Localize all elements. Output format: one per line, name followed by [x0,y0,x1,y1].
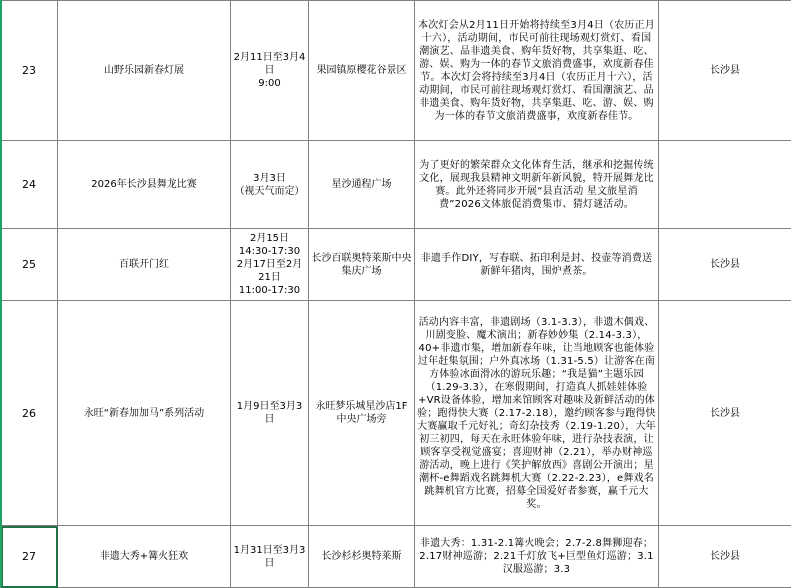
event-county[interactable]: 长沙县 [659,526,791,588]
event-name[interactable]: 永旺“新春加加马”系列活动 [58,301,231,526]
event-venue[interactable]: 永旺梦乐城星沙店1F中央广场旁 [309,301,415,526]
event-venue[interactable]: 长沙杉杉奥特莱斯 [309,526,415,588]
table-row [1,526,791,588]
event-name[interactable]: 非遗大秀+篝火狂欢 [58,526,231,588]
event-name[interactable]: 2026年长沙县舞龙比赛 [58,141,231,229]
column-edge-marker [0,0,2,587]
event-description[interactable]: 为了更好的繁荣群众文化体育生活，继承和挖掘传统文化，展现我县精神文明新年新风貌，特开展舞龙比赛。此外还将同步开展“县直活动 星文旅星消费”2026文体旅促消费集市、猜灯谜活动。 [415,141,659,229]
table-row [1,141,791,229]
event-description[interactable]: 非遗大秀：1.31-2.1篝火晚会；2.7-2.8舞狮迎春；2.17财神巡游；2.21千灯放飞+巨型鱼灯巡游；3.1汉服巡游；3.3 [415,526,659,588]
event-time[interactable]: 3月3日 （视天气而定） [231,141,309,229]
event-name[interactable]: 山野乐园新春灯展 [58,1,231,141]
event-venue[interactable]: 长沙百联奥特莱斯中央集庆广场 [309,229,415,301]
event-time[interactable]: 2月11日至3月4日 9:00 [231,1,309,141]
event-name[interactable]: 百联开门红 [58,229,231,301]
row-number[interactable]: 27 [1,526,58,588]
event-time[interactable]: 1月31日至3月3日 [231,526,309,588]
row-number[interactable]: 24 [1,141,58,229]
event-county[interactable]: 长沙县 [659,1,791,141]
event-county[interactable]: 长沙县 [659,229,791,301]
row-number[interactable]: 25 [1,229,58,301]
table-row [1,1,791,141]
row-number[interactable]: 23 [1,1,58,141]
event-description[interactable]: 活动内容丰富，非遗剧场（3.1-3.3），非遗木偶戏、川剧变脸、魔术演出；新春妙妙集（2.14-3.3），40+非遗市集，增加新春年味，让当地顾客也能体验过年赶集氛围；户外真冰场（1.31-5.5）让游客在南方体验冰面滑冰的游玩乐趣；“我是猫”主题乐园（1.29-3.3），在寒假期间，打造真人抓娃娃体验+VR设备体验，增加来馆顾客对趣味及新鲜活动的体验；跑得快大赛（2.17-2.18），邀约顾客参与跑得快大赛赢取千元好礼；奇幻杂技秀（2.19-1.20），大年初三初四，每天在永旺体验年味，进行杂技表演，让顾客享受视觉盛宴；喜迎财神（2.21），举办财神巡游活动，晚上进行《笑护解放西》喜剧公开演出；星潮杯-e舞蹈戏名跳舞机大赛（2.22-2.23），e舞戏名跳舞机官方比赛，招募全国爱好者参赛，赢千元大奖。 [415,301,659,526]
table-row [1,229,791,301]
row-number[interactable]: 26 [1,301,58,526]
event-description[interactable]: 本次灯会从2月11日开始将持续至3月4日（农历正月十六），活动期间，市民可前往现场观灯赏灯、看国潮演艺、品非遗美食、购年货好物，共享集逛、吃、游、娱、购为一体的春节文旅消费盛事，欢度新春佳节。本次灯会将持续至3月4日（农历正月十六），活动期间，市民可前往现场观灯赏灯、看国潮演艺、品非遗美食、购年货好物，共享集逛、吃、游、娱、购为一体的春节文旅消费盛事，欢度新春佳节。 [415,1,659,141]
event-time[interactable]: 1月9日至3月3日 [231,301,309,526]
table-row [1,301,791,526]
event-county[interactable]: 长沙县 [659,301,791,526]
event-time[interactable]: 2月15日 14:30-17:30 2月17日至2月21日 11:00-17:30 [231,229,309,301]
event-description[interactable]: 非遗手作DIY，写春联、拓印利是封、投壶等消费送新鲜年猪肉，围炉煮茶。 [415,229,659,301]
event-county[interactable] [659,141,791,229]
event-venue[interactable]: 星沙通程广场 [309,141,415,229]
event-venue[interactable]: 果园镇原樱花谷景区 [309,1,415,141]
